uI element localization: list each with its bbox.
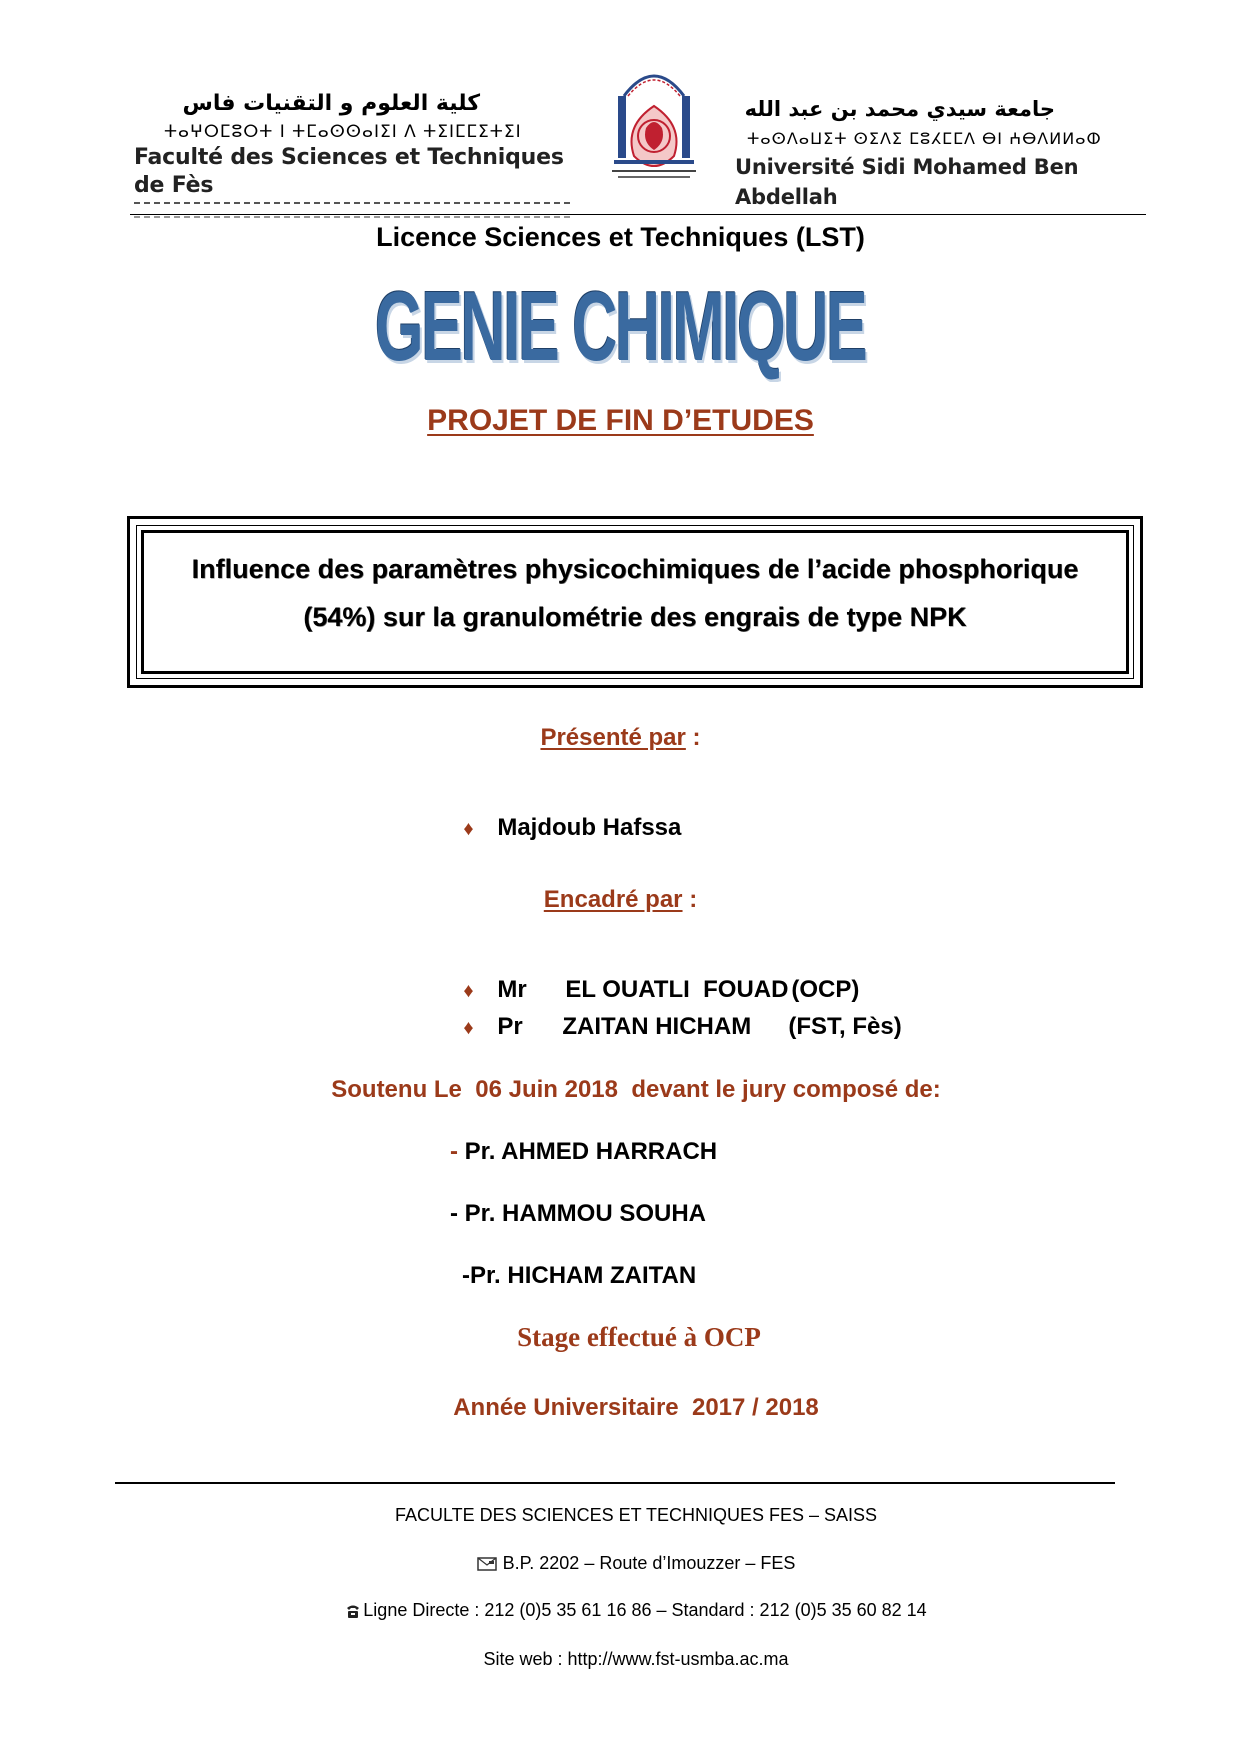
supervisor-name: ZAITAN HICHAM (562, 1013, 752, 1040)
university-name-arabic: جامعة سيدي محمد بن عبد الله (744, 97, 1055, 121)
footer-institution: FACULTE DES SCIENCES ET TECHNIQUES FES – SAISS (394, 1505, 878, 1525)
jury-member (450, 1138, 717, 1166)
student-item (450, 786, 681, 842)
supervisor-item (450, 985, 902, 1041)
faculty-header (120, 88, 590, 218)
diamond-bullet-icon: ♦ (463, 1017, 474, 1039)
thesis-title-line-2: (54%) sur la granulométrie des engrais de type NPK (303, 602, 967, 632)
supervisor-title: Mr (497, 976, 527, 1003)
jury-dash: - (462, 1262, 470, 1289)
footer-phone: Ligne Directe : 212 (0)5 35 61 16 86 – Standard : 212 (0)5 35 60 82 14 (363, 1600, 927, 1620)
supervisor-name: EL OUATLI FOUAD (565, 976, 789, 1003)
university-header (735, 92, 1115, 212)
jury-name: Pr. HICHAM ZAITAN (470, 1262, 697, 1289)
program-name: Licence Sciences et Techniques (LST) (376, 222, 865, 252)
thesis-title (130, 545, 1140, 641)
faculty-name-french: Faculté des Sciences et Techniques de Fès (134, 145, 564, 198)
project-type-label: PROJET DE FIN D’ETUDES (427, 404, 814, 437)
jury-dash: - (450, 1200, 458, 1227)
supervised-by-heading (0, 886, 1241, 914)
defense-statement: Soutenu Le 06 Juin 2018 devant le jury composé de: (331, 1076, 941, 1103)
supervised-by-label: Encadré par (543, 886, 683, 913)
phone-icon (345, 1603, 361, 1619)
presented-by-colon: : (685, 724, 701, 751)
footer-website: Site web : http://www.fst-usmba.ac.ma (483, 1649, 789, 1669)
mail-icon (477, 1556, 497, 1572)
academic-year: Année Universitaire 2017 / 2018 (453, 1394, 819, 1421)
faculty-name-tifinagh: ⵜⴰⵖⵔⵎⵓⵔⵜ ⵏ ⵜⵎⴰⵙⵙⴰⵏⵉⵏ ⴷ ⵜⵉⵏⵎⵎⵉⵜⵉⵏ (164, 122, 522, 142)
university-name-tifinagh: ⵜⴰⵙⴷⴰⵡⵉⵜ ⵙⵉⴷⵉ ⵎⵓⵃⵎⵎⴷ ⴱⵏ ⵄⴱⴷⵍⵍⴰⵀ (747, 129, 1102, 148)
supervisor-title: Pr (497, 1013, 523, 1040)
supervised-by-colon: : (682, 886, 698, 913)
footer-address-line (0, 1553, 1241, 1574)
jury-name: Pr. AHMED HARRACH (458, 1138, 718, 1165)
footer-divider (115, 1482, 1115, 1484)
supervisor-affiliation: (FST, Fès) (788, 1013, 902, 1040)
department-wordart: GENIE CHIMIQUE (375, 271, 866, 381)
footer-phone-line (0, 1600, 1241, 1621)
presented-by-label: Présenté par (540, 724, 686, 751)
jury-name: Pr. HAMMOU SOUHA (458, 1200, 707, 1227)
presented-by-heading (0, 724, 1241, 752)
diamond-bullet-icon: ♦ (463, 980, 474, 1002)
jury-dash: - (450, 1138, 458, 1165)
thesis-title-line-1: Influence des paramètres physicochimiques de l’acide phosphorique (191, 554, 1079, 584)
footer-address: B.P. 2202 – Route d’Imouzzer – FES (502, 1553, 796, 1573)
header-decorative-dashes (134, 202, 570, 218)
thesis-title-box (127, 516, 1143, 688)
student-name: Majdoub Hafssa (497, 814, 682, 841)
project-type (0, 404, 1241, 438)
internship-location: Stage effectué à OCP (517, 1322, 761, 1352)
jury-member (462, 1262, 696, 1290)
jury-member (450, 1200, 706, 1228)
supervisor-affiliation: (OCP) (791, 976, 860, 1003)
department-title (0, 271, 1241, 381)
university-name-french: Université Sidi Mohamed Ben Abdellah (735, 155, 1079, 209)
header-divider (130, 214, 1146, 215)
university-logo-icon (604, 56, 704, 190)
faculty-name-arabic: كلية العلوم و التقنيات فاس (182, 91, 480, 116)
diamond-bullet-icon: ♦ (463, 818, 474, 840)
